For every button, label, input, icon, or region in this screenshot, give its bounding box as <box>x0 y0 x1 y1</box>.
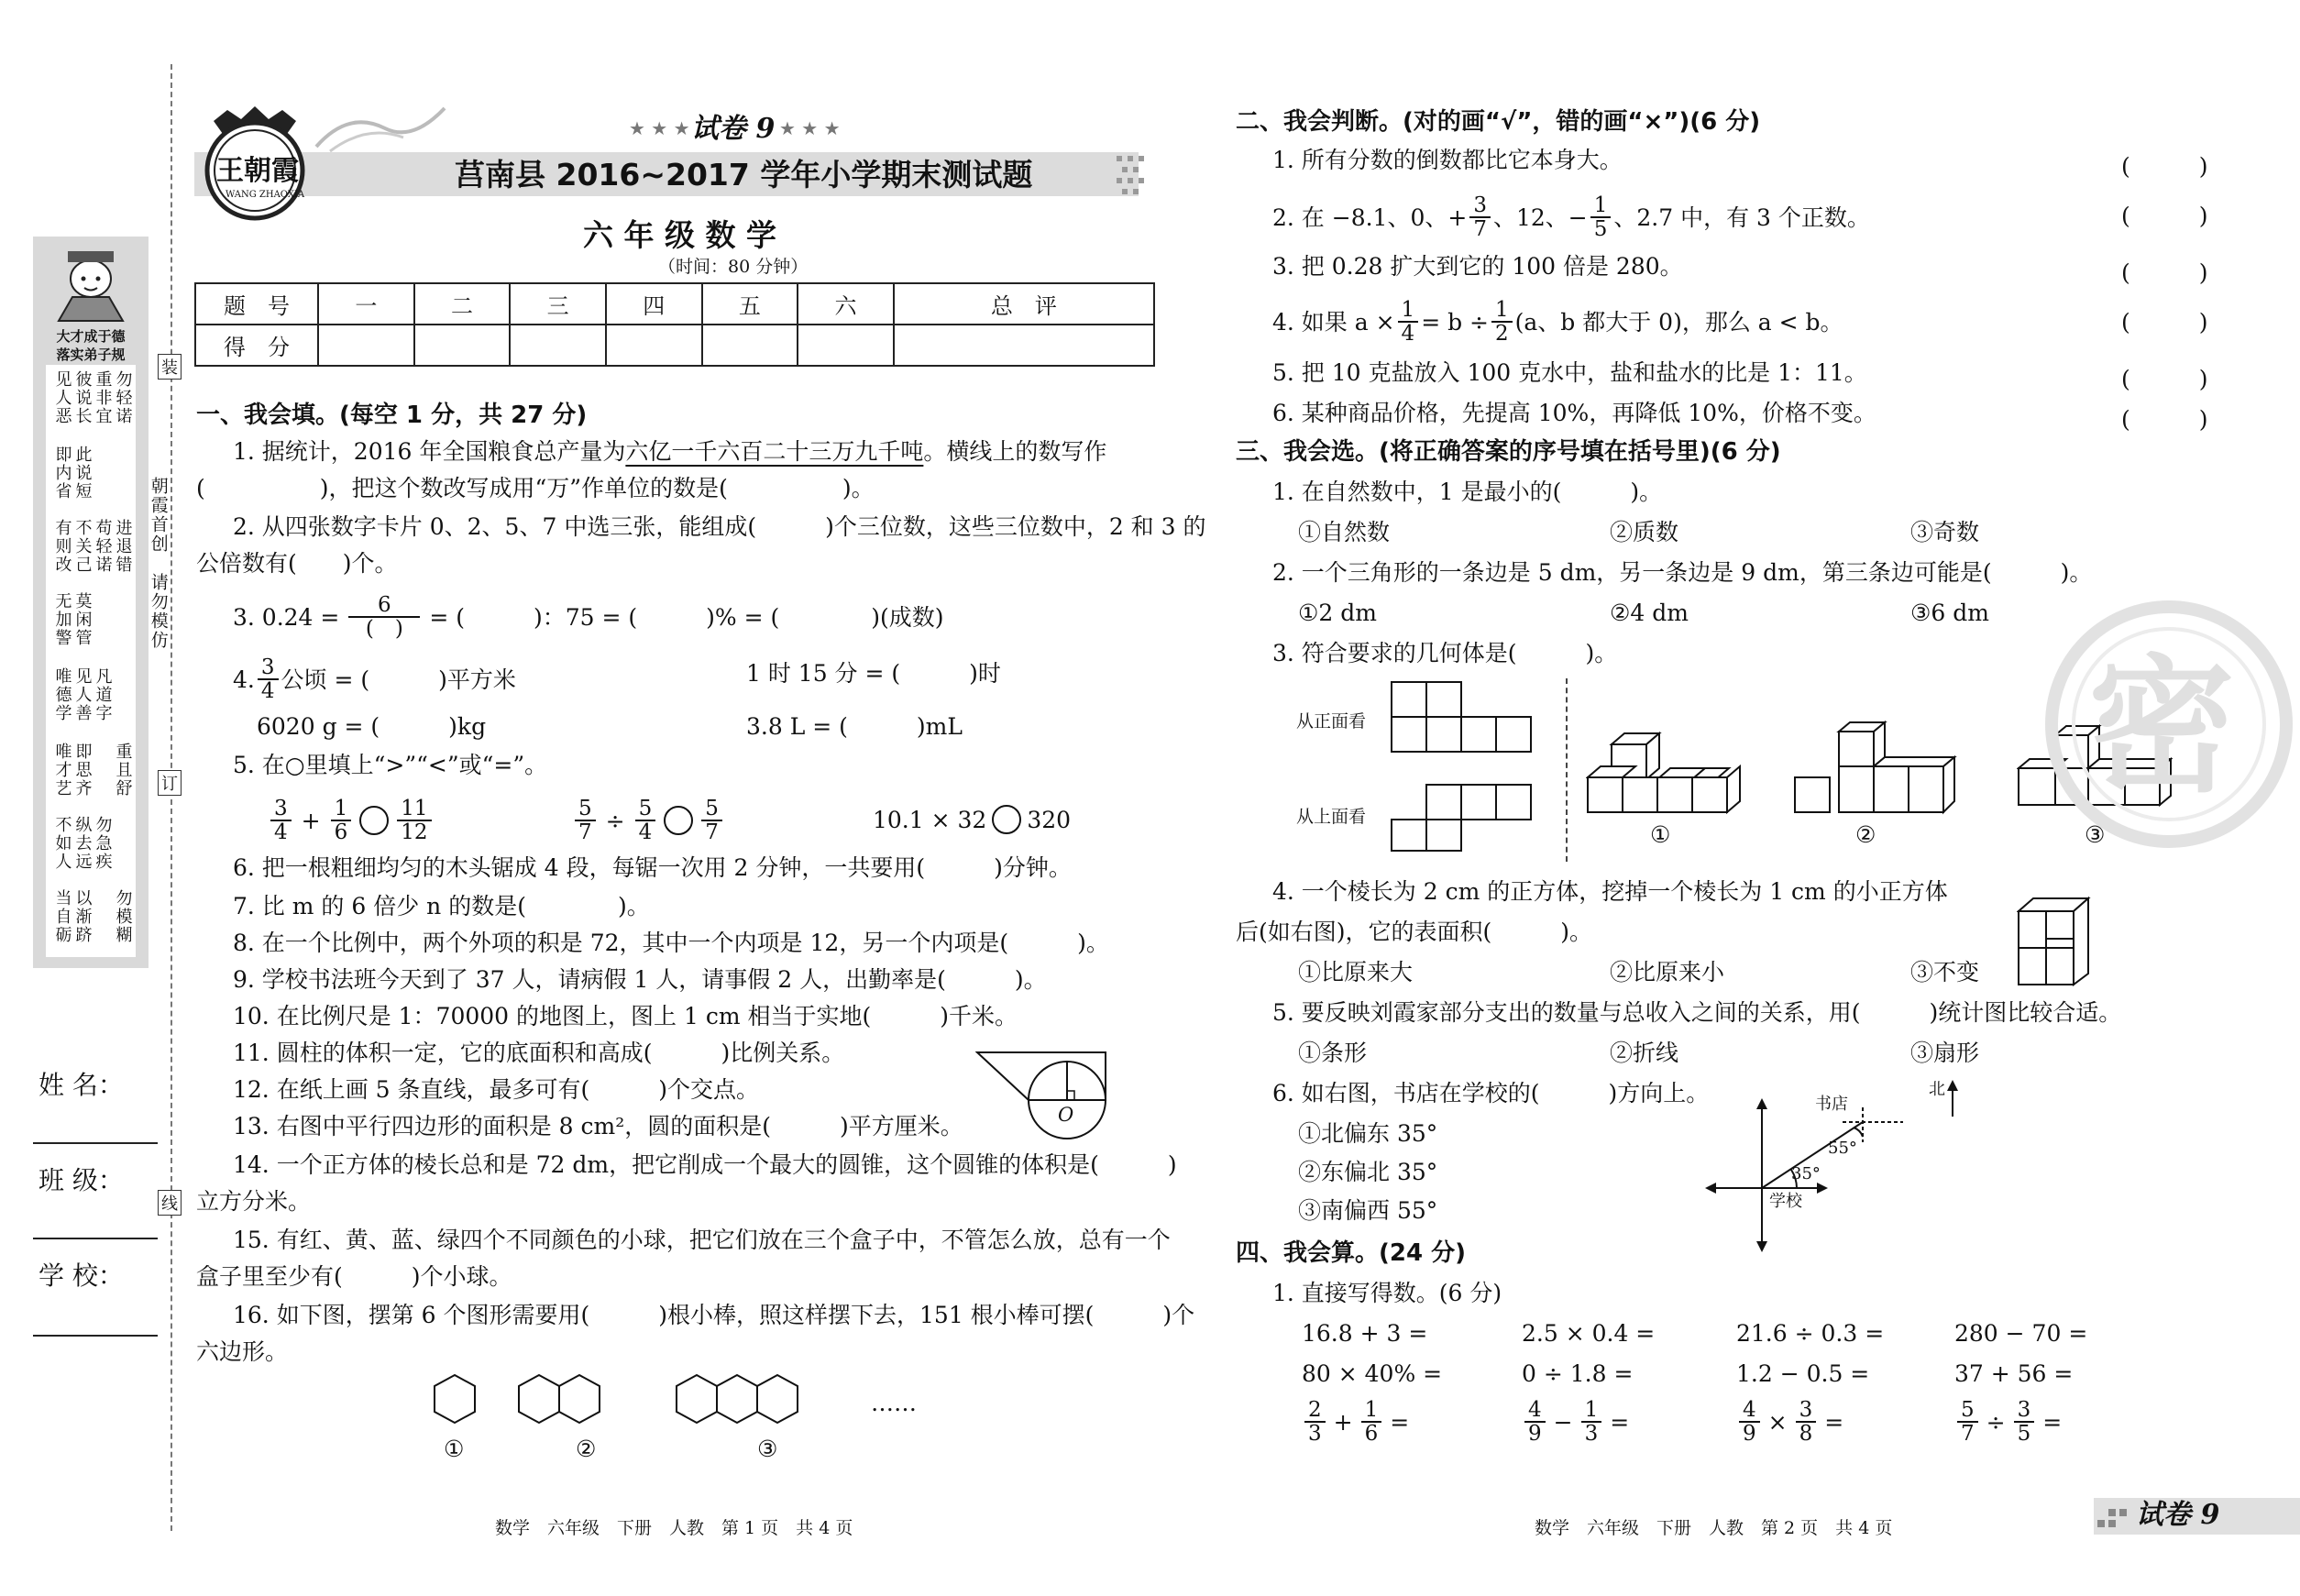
school-field[interactable] <box>33 1335 158 1337</box>
rule-18: 勿轻诺 <box>113 370 133 425</box>
circle-center-label: O <box>1058 1104 1074 1126</box>
rule-11: 唯才艺 <box>52 743 72 798</box>
judge-5: 5. 把 10 克盐放入 100 克水中，盐和盐水的比是 1：11。 <box>1272 359 1867 386</box>
footer-tag-dots <box>2096 1503 2129 1531</box>
rule-10: 见人善 <box>72 667 93 722</box>
score-head-1: 一 <box>318 283 414 325</box>
calc-r3-4: $\frac{5}{7}$ ÷ $\frac{3}{5}$ = <box>1954 1399 2062 1445</box>
choice-6: 6. 如右图，书店在学校的( )方向上。 <box>1272 1080 1710 1106</box>
judge-3: 3. 把 0.28 扩大到它的 100 倍是 280。 <box>1272 253 1683 280</box>
score-head-6: 六 <box>798 283 894 325</box>
calc-r1-1: 16.8 + 3 = <box>1302 1320 1428 1347</box>
rule-22: 重且舒 <box>113 743 133 798</box>
score-cell[interactable] <box>414 325 511 366</box>
name-label: 姓 名： <box>39 1070 124 1100</box>
calc-r3-2: $\frac{4}{9}$ − $\frac{1}{3}$ = <box>1522 1399 1629 1445</box>
hexagon-figures <box>422 1370 862 1436</box>
choice-4-opt-a[interactable]: ①比原来大 <box>1298 959 1414 985</box>
q2-line1: 2. 从四张数字卡片 0、2、5、7 中选三张，能组成( )个三位数，这些三位数中，2 和 3 的 <box>233 513 1206 540</box>
map-angle-55: 55° <box>1828 1139 1857 1158</box>
rule-9: 唯德学 <box>52 667 72 722</box>
choice-6-opt-b[interactable]: ②东偏北 35° <box>1298 1159 1438 1185</box>
view-divider <box>1566 678 1568 862</box>
calc-r1-3: 21.6 ÷ 0.3 = <box>1736 1320 1885 1347</box>
top-view-label: 从上面看 <box>1296 807 1367 827</box>
school-label: 学 校： <box>39 1260 124 1291</box>
rule-6: 不关己 <box>72 519 93 574</box>
score-cell[interactable] <box>702 325 798 366</box>
score-head-label: 题 号 <box>195 283 318 325</box>
judge-2: 2. 在 −8.1、0、+ $\frac{3}{7}$ 、12、− $\frac{1}{5}$ 、2.7 中，有 3 个正数。 <box>1272 193 1870 242</box>
calc-r2-2: 0 ÷ 1.8 = <box>1522 1360 1634 1387</box>
rule-13: 不如人 <box>52 816 72 871</box>
score-head-4: 四 <box>606 283 702 325</box>
rule-17: 重非宜 <box>93 370 113 425</box>
score-table-header <box>195 283 1154 325</box>
judge-4: 4. 如果 a × $\frac{1}{4}$ = b ÷ $\frac{1}{2}$ (a、b 都大于 0)，那么 a < b。 <box>1272 298 1843 347</box>
q3-fraction: $\frac{6}{( )}$ <box>348 594 420 640</box>
calc-r1-2: 2.5 × 0.4 = <box>1522 1320 1656 1347</box>
class-label: 班 级： <box>39 1165 124 1195</box>
rule-3: 即内省 <box>52 446 72 501</box>
q6: 6. 把一根粗细均匀的木头锯成 4 段，每锯一次用 2 分钟，一共要用( )分钟。 <box>233 854 1072 881</box>
front-view-label: 从正面看 <box>1296 711 1367 732</box>
rule-8: 莫闲管 <box>72 592 93 647</box>
choice-6-opt-a[interactable]: ①北偏东 35° <box>1298 1120 1438 1147</box>
judge-answer-5[interactable]: ( ) <box>2121 366 2208 392</box>
calc-r3-1: $\frac{2}{3}$ + $\frac{1}{6}$ = <box>1302 1399 1409 1445</box>
name-field[interactable] <box>33 1142 158 1144</box>
q5-compare-2: $\frac{5}{7}$ ÷ $\frac{5}{4}$ $\frac{5}{7}$ <box>572 798 725 843</box>
series-stars-right: ★ ★ ★ <box>779 117 841 139</box>
q15-line2: 盒子里至少有( )个小球。 <box>196 1263 512 1290</box>
rule-14: 纵去远 <box>72 816 93 871</box>
q8: 8. 在一个比例中，两个外项的积是 72，其中一个内项是 12，另一个内项是( )。 <box>233 930 1109 956</box>
hexagon-label-2: ② <box>576 1436 597 1462</box>
section3-title: 三、我会选。(将正确答案的序号填在括号里)(6 分) <box>1236 438 1781 466</box>
score-head-3: 三 <box>510 283 606 325</box>
q1-line2: ( )，把这个数改写成用“万”作单位的数是( )。 <box>196 475 875 501</box>
choice-5-opt-c[interactable]: ③扇形 <box>1910 1040 1980 1066</box>
rule-24: 勿模糊 <box>113 889 133 944</box>
judge-answer-4[interactable]: ( ) <box>2121 309 2208 336</box>
judge-answer-3[interactable]: ( ) <box>2121 259 2208 286</box>
hexagon-label-3: ③ <box>757 1436 778 1462</box>
stamp-character: 密 <box>2088 640 2236 812</box>
three-view-drawings <box>1390 678 1536 853</box>
cut-mark-3: 线 <box>158 1190 182 1216</box>
calc-r2-1: 80 × 40% = <box>1302 1360 1443 1387</box>
hexagon-label-1: ① <box>444 1436 465 1462</box>
q1-line1: 1. 据统计，2016 年全国粮食总产量为六亿一千六百二十三万九千吨。横线上的数写作 <box>233 438 1107 465</box>
footer-right: 数学 六年级 下册 人教 第 2 页 共 4 页 <box>1535 1518 1893 1538</box>
hexagon-dots: …… <box>871 1390 917 1416</box>
rule-23: 勿急疾 <box>93 816 113 871</box>
subject-title: 六 年 级 数 学 <box>583 217 776 253</box>
cut-mark-1: 装 <box>158 354 182 380</box>
q5-compare-1: $\frac{3}{4}$ + $\frac{1}{6}$ $\frac{11}{12}$ <box>268 798 435 843</box>
score-cell[interactable] <box>510 325 606 366</box>
solid-label-2: ② <box>1855 821 1876 848</box>
map-angle-35: 35° <box>1791 1164 1821 1183</box>
choice-4-opt-c[interactable]: ③不变 <box>1910 959 1980 985</box>
q4-a: 4. $\frac{3}{4}$ 公顷 = ( )平方米 <box>233 655 516 704</box>
q4-b: 1 时 15 分 = ( )时 <box>746 660 1001 687</box>
vertical-note-2: 请勿模仿 <box>148 573 169 650</box>
exam-title: 莒南县 2016~2017 学年小学期末测试题 <box>455 157 1033 193</box>
rule-16: 以渐跻 <box>72 889 93 944</box>
q1-underlined: 六亿一千六百二十三万九千吨 <box>625 438 924 465</box>
calc-subtitle: 1. 直接写得数。(6 分) <box>1272 1280 1502 1306</box>
choice-2-opt-a[interactable]: ①2 dm <box>1298 600 1377 626</box>
choice-5-opt-a[interactable]: ①条形 <box>1298 1040 1368 1066</box>
solid-label-1: ① <box>1650 821 1671 848</box>
map-school-label: 学校 <box>1769 1192 1802 1211</box>
rule-15: 当自砺 <box>52 889 72 944</box>
q4-c: 6020 g = ( )kg <box>257 713 487 740</box>
choice-4-opt-b[interactable]: ②比原来小 <box>1610 959 1725 985</box>
q14-line1: 14. 一个正方体的棱长总和是 72 dm，把它削成一个最大的圆锥，这个圆锥的体积是( ) <box>233 1151 1177 1178</box>
choice-6-opt-c[interactable]: ③南偏西 55° <box>1298 1197 1438 1224</box>
q13: 13. 右图中平行四边形的面积是 8 cm²，圆的面积是( )平方厘米。 <box>233 1113 963 1139</box>
q14-line2: 立方分米。 <box>196 1188 312 1215</box>
solid-option-1[interactable] <box>1586 724 1742 816</box>
compare-circle[interactable] <box>664 806 693 835</box>
map-store-label: 书店 <box>1815 1095 1848 1114</box>
map-north-label: 北 <box>1929 1080 1945 1099</box>
rule-7: 无加警 <box>52 592 72 647</box>
choice-2: 2. 一个三角形的一条边是 5 dm，另一条边是 9 dm，第三条边可能是( )。 <box>1272 559 2093 586</box>
q5-compare-3: 10.1 × 32 320 <box>873 806 1072 833</box>
choice-2-opt-b[interactable]: ②4 dm <box>1610 600 1689 626</box>
choice-3: 3. 符合要求的几何体是( )。 <box>1272 640 1618 666</box>
score-cell[interactable] <box>894 325 1154 366</box>
rule-21: 凡道字 <box>93 667 113 722</box>
q4-fraction: $\frac{3}{4}$ <box>258 656 279 702</box>
rule-1: 见人恶 <box>52 370 72 425</box>
calc-r1-4: 280 − 70 = <box>1954 1320 2088 1347</box>
ribbon-decoration <box>312 101 449 156</box>
score-head-5: 五 <box>702 283 798 325</box>
rule-12: 即思齐 <box>72 743 93 798</box>
solid-option-2[interactable] <box>1793 721 1958 816</box>
compare-circle[interactable] <box>992 805 1021 834</box>
class-field[interactable] <box>33 1238 158 1239</box>
q12: 12. 在纸上画 5 条直线，最多可有( )个交点。 <box>233 1076 760 1103</box>
rule-19: 苟轻诺 <box>93 519 113 574</box>
motto-line-2: 落实弟子规 <box>56 347 126 363</box>
motto-line-1: 大才成于德 <box>56 328 126 345</box>
judge-answer-1[interactable]: ( ) <box>2121 153 2208 180</box>
q2-line2: 公倍数有( )个。 <box>196 550 398 577</box>
compare-circle[interactable] <box>359 806 389 835</box>
series-stars-left: ★ ★ ★ <box>629 117 690 139</box>
cut-cube-figure <box>2017 887 2118 988</box>
footer-tag: 试卷 9 <box>2136 1499 2220 1531</box>
q7: 7. 比 m 的 6 倍少 n 的数是( )。 <box>233 893 650 919</box>
score-cell[interactable] <box>606 325 702 366</box>
series-label: 试卷 9 <box>691 113 776 145</box>
q9: 9. 学校书法班今天到了 37 人，请病假 1 人，请事假 2 人，出勤率是( )。 <box>233 966 1047 993</box>
calc-r3-3: $\frac{4}{9}$ × $\frac{3}{8}$ = <box>1736 1399 1843 1445</box>
q15-line1: 15. 有红、黄、蓝、绿四个不同颜色的小球，把它们放在三个盒子中，不管怎么放，总有一个 <box>233 1227 1171 1253</box>
q11: 11. 圆柱的体积一定，它的底面积和高成( )比例关系。 <box>233 1040 845 1066</box>
dot-pattern <box>1115 152 1151 196</box>
q10: 10. 在比例尺是 1：70000 的地图上，图上 1 cm 相当于实地( )千米。 <box>233 1003 1018 1029</box>
score-table <box>194 282 1155 367</box>
vertical-note-1: 朝霞首创 <box>148 477 169 554</box>
section2-title: 二、我会判断。(对的画“√”，错的画“×”)(6 分) <box>1236 108 1761 136</box>
rule-4: 此说短 <box>72 446 93 501</box>
choice-5: 5. 要反映刘霞家部分支出的数量与总收入之间的关系，用( )统计图比较合适。 <box>1272 999 2122 1026</box>
scholar-illustration <box>40 242 141 323</box>
logo-text: 王朝霞 <box>216 155 299 187</box>
score-row-label: 得 分 <box>195 325 318 366</box>
q16-line1: 16. 如下图，摆第 6 个图形需要用( )根小棒，照这样摆下去，151 根小棒可摆( )个 <box>233 1302 1195 1328</box>
binding-line <box>171 64 172 1531</box>
choice-1: 1. 在自然数中，1 是最小的( )。 <box>1272 479 1663 505</box>
q16-line2: 六边形。 <box>196 1338 289 1365</box>
exam-time: （时间：80 分钟） <box>658 257 809 277</box>
choice-2-opt-c[interactable]: ③6 dm <box>1910 600 1989 626</box>
choice-4-line2: 后(如右图)，它的表面积( )。 <box>1236 919 1593 945</box>
score-cell[interactable] <box>798 325 894 366</box>
calc-r2-4: 37 + 56 = <box>1954 1360 2074 1387</box>
solid-label-3: ③ <box>2085 821 2106 848</box>
score-head-total: 总 评 <box>894 283 1154 325</box>
cut-mark-2: 订 <box>158 770 182 796</box>
footer-left: 数学 六年级 下册 人教 第 1 页 共 4 页 <box>495 1518 853 1538</box>
rule-2: 彼说长 <box>72 370 93 425</box>
calc-r2-3: 1.2 − 0.5 = <box>1736 1360 1870 1387</box>
q4-e: 3.8 L = ( )mL <box>746 713 963 740</box>
q3: 3. 0.24 = $\frac{6}{( )}$ = ( )：75 = ( )% = ( )(成数) <box>233 593 944 642</box>
score-table-row <box>195 325 1154 366</box>
section4-title: 四、我会算。(24 分) <box>1236 1239 1466 1267</box>
judge-6: 6. 某种商品价格，先提高 10%，再降低 10%，价格不变。 <box>1272 400 1876 426</box>
choice-1-opt-a[interactable]: ①自然数 <box>1298 519 1391 545</box>
choice-4-line1: 4. 一个棱长为 2 cm 的正方体，挖掉一个棱长为 1 cm 的小正方体 <box>1272 878 1948 905</box>
rule-20: 进退错 <box>113 519 133 574</box>
q5: 5. 在○里填上“>”“<”或“=”。 <box>233 752 548 778</box>
score-head-2: 二 <box>414 283 511 325</box>
judge-1: 1. 所有分数的倒数都比它本身大。 <box>1272 147 1623 173</box>
score-cell[interactable] <box>318 325 414 366</box>
logo-subtext: WANG ZHAOXIA <box>226 190 305 200</box>
judge-answer-2[interactable]: ( ) <box>2121 203 2208 229</box>
judge-answer-6[interactable]: ( ) <box>2121 406 2208 433</box>
rule-5: 有则改 <box>52 519 72 574</box>
parallelogram-circle-figure <box>975 1049 1122 1140</box>
choice-1-opt-b[interactable]: ②质数 <box>1610 519 1679 545</box>
choice-5-opt-b[interactable]: ②折线 <box>1610 1040 1679 1066</box>
choice-1-opt-c[interactable]: ③奇数 <box>1910 519 1980 545</box>
section1-title: 一、我会填。(每空 1 分，共 27 分) <box>196 402 588 429</box>
